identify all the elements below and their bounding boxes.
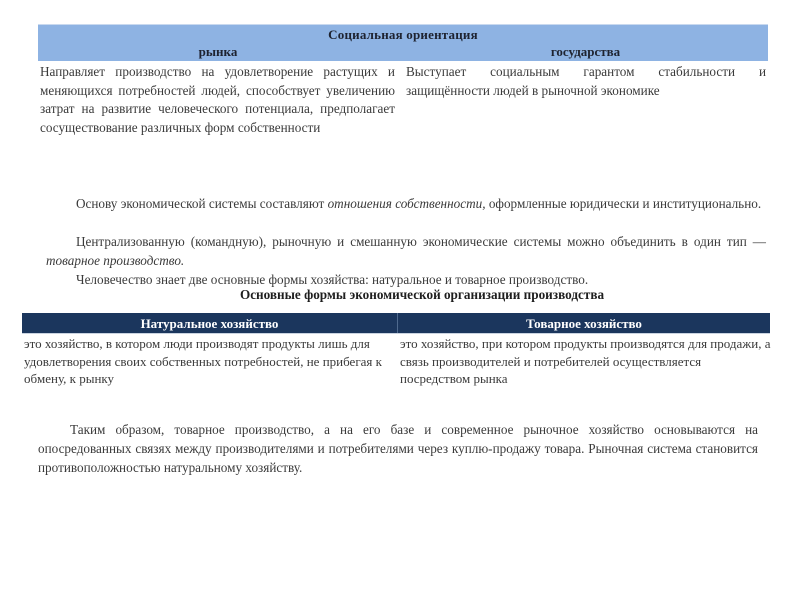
paragraph-economic-systems — [46, 232, 766, 270]
paragraph-text: Основу экономической системы составляют — [76, 196, 328, 211]
paragraph-text: оформленные юридически и институционально. — [485, 196, 762, 211]
section-heading: Основные формы экономической организации производства — [239, 287, 605, 302]
table-cell-commodity: это хозяйство, при котором продукты производятся для продажи, а связь производителей и потребителей осуществляется посредством рынка — [400, 336, 771, 386]
social-orientation-table-header — [38, 24, 768, 61]
column-header-natural: Натуральное хозяйство — [140, 316, 279, 331]
paragraph-conclusion — [38, 420, 758, 477]
emphasis-text: товарное производство. — [46, 253, 185, 268]
economy-forms-table-header — [22, 313, 770, 334]
column-header-state: государства — [550, 44, 621, 59]
column-header-market: рынка — [198, 44, 238, 59]
paragraph-property-relations — [46, 194, 766, 213]
table-title: Социальная ориентация — [328, 27, 478, 42]
paragraph-text: Централизованную (командную), рыночную и смешанную экономические системы можно объединить в один тип — — [76, 234, 766, 249]
emphasis-text: отношения собственности, — [327, 196, 486, 211]
paragraph-text: Таким образом, товарное производство, а на его базе и современное рыночное хозяйство основываются на опосредованных связях между производителями и потребителями через куплю-продажу товара. Рыночная система становится противоположностью натуральному хозяйству. — [38, 422, 758, 475]
paragraph-text: Человечество знает две основные формы хозяйства: натуральное и товарное производство. — [76, 272, 589, 287]
table-cell-state: Выступает социальным гарантом стабильности и защищённости людей в рыночной экономике — [406, 64, 766, 98]
table-cell-market: Направляет производство на удовлетворение растущих и меняющихся потребностей людей, способствует увеличению затрат на развитие человеческого потенциала, предполагает сосуществование различных форм собственности — [40, 64, 395, 135]
column-header-commodity: Товарное хозяйство — [526, 316, 642, 331]
table-cell-natural: это хозяйство, в котором люди производят продукты лишь для удовлетворения своих собственных потребностей, не прибегая к обмену, к рынку — [24, 336, 382, 386]
